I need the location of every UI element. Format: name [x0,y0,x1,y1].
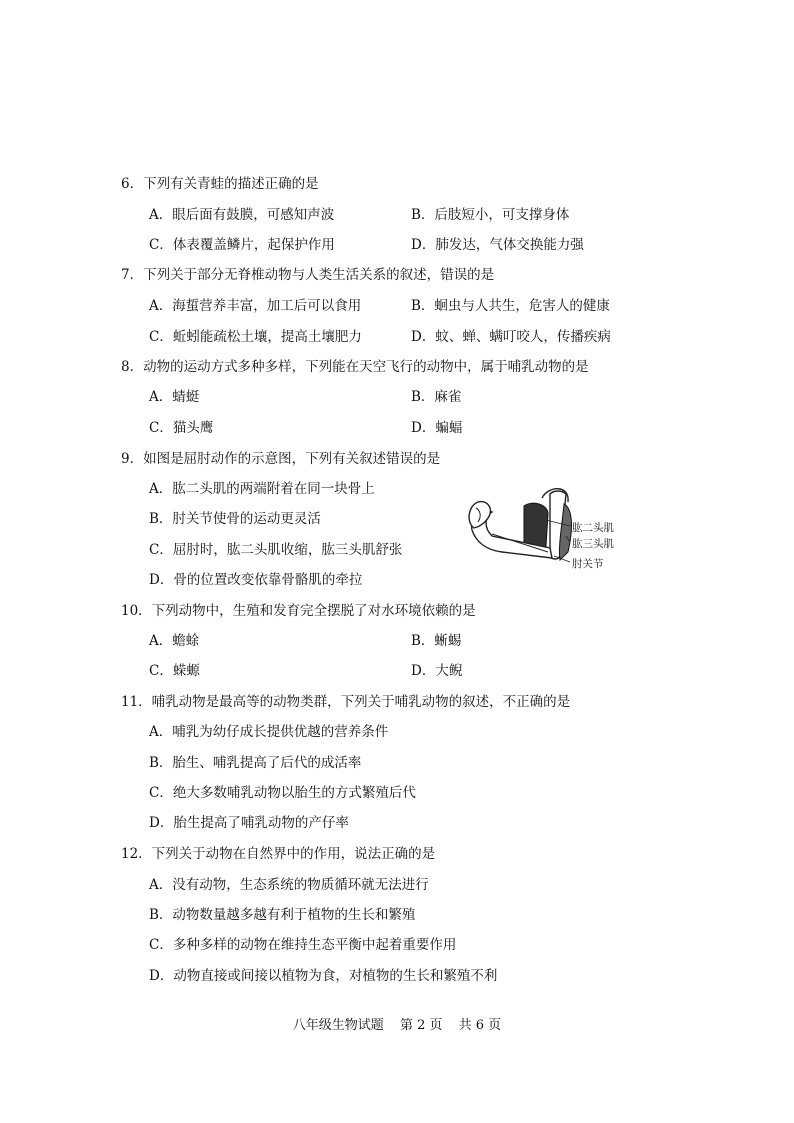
question-12-option-d: D．动物直接或间接以植物为食，对植物的生长和繁殖不利 [149,968,498,984]
page-footer [0,1014,794,1033]
question-6-option-a: A．眼后面有鼓膜，可感知声波 [149,207,335,223]
question-10-option-b: B．蜥蜴 [411,633,462,649]
question-9-option-d: D．骨的位置改变依靠骨骼肌的牵拉 [149,572,363,588]
question-11-option-a: A．哺乳为幼仔成长提供优越的营养条件 [149,724,389,740]
biceps-muscle [524,503,548,549]
question-10-stem: 10．下列动物中，生殖和发育完全摆脱了对水环境依赖的是 [121,603,476,619]
question-12-option-c: C．多种多样的动物在维持生态平衡中起着重要作用 [149,937,457,953]
question-7-option-a: A．海蜇营养丰富，加工后可以食用 [149,298,362,314]
elbow-flexion-figure [462,486,622,576]
question-6-option-b: B．后肢短小，可支撑身体 [411,207,570,223]
question-8-stem: 8．动物的运动方式多种多样，下列能在天空飞行的动物中，属于哺乳动物的是 [121,359,589,375]
question-12-stem: 12．下列关于动物在自然界中的作用，说法正确的是 [121,846,436,862]
question-9-option-c: C．屈肘时，肱二头肌收缩，肱三头肌舒张 [149,542,403,558]
question-6-option-d: D．肺发达，气体交换能力强 [411,237,584,253]
question-10-option-d: D．大鲵 [411,663,463,679]
question-11-option-d: D．胎生提高了哺乳动物的产仔率 [149,815,349,831]
question-11-option-b: B．胎生、哺乳提高了后代的成活率 [149,755,362,771]
question-8-option-b: B．麻雀 [411,389,462,405]
question-11-option-c: C．绝大多数哺乳动物以胎生的方式繁殖后代 [149,785,416,801]
triceps-label: 肱三头肌 [572,538,614,550]
question-9-option-a: A．肱二头肌的两端附着在同一块骨上 [149,481,375,497]
question-10-option-c: C．蝾螈 [149,663,200,679]
question-6-option-c: C．体表覆盖鳞片，起保护作用 [149,237,335,253]
question-7-option-d: D．蚊、蝉、螨叮咬人，传播疾病 [411,329,611,345]
question-8-option-a: A．蜻蜓 [149,389,200,405]
biceps-label: 肱二头肌 [572,522,614,534]
question-7-option-b: B．蛔虫与人共生，危害人的健康 [411,298,610,314]
question-10-option-a: A．蟾蜍 [149,633,200,649]
footer-page-number: 第 2 页 [399,1018,443,1033]
question-7-option-c: C．蚯蚓能疏松土壤，提高土壤肥力 [149,329,362,345]
question-7-stem: 7．下列关于部分无脊椎动物与人类生活关系的叙述，错误的是 [121,267,495,283]
question-6-stem: 6．下列有关青蛙的描述正确的是 [121,176,319,192]
question-12-option-b: B．动物数量越多越有利于植物的生长和繁殖 [149,907,416,923]
question-8-option-c: C．猫头鹰 [149,420,214,436]
elbow-joint-label: 肘关节 [572,558,604,570]
footer-total-pages: 共 6 页 [458,1018,502,1033]
question-11-stem: 11．哺乳动物是最高等的动物类群，下列关于哺乳动物的叙述，不正确的是 [121,694,571,710]
question-9-stem: 9．如图是屈肘动作的示意图，下列有关叙述错误的是 [121,451,441,467]
question-12-option-a: A．没有动物，生态系统的物质循环就无法进行 [149,877,429,893]
footer-subject: 八年级生物试题 [292,1018,384,1033]
question-8-option-d: D．蝙蝠 [411,420,463,436]
question-9-option-b: B．肘关节使骨的运动更灵活 [149,511,321,527]
